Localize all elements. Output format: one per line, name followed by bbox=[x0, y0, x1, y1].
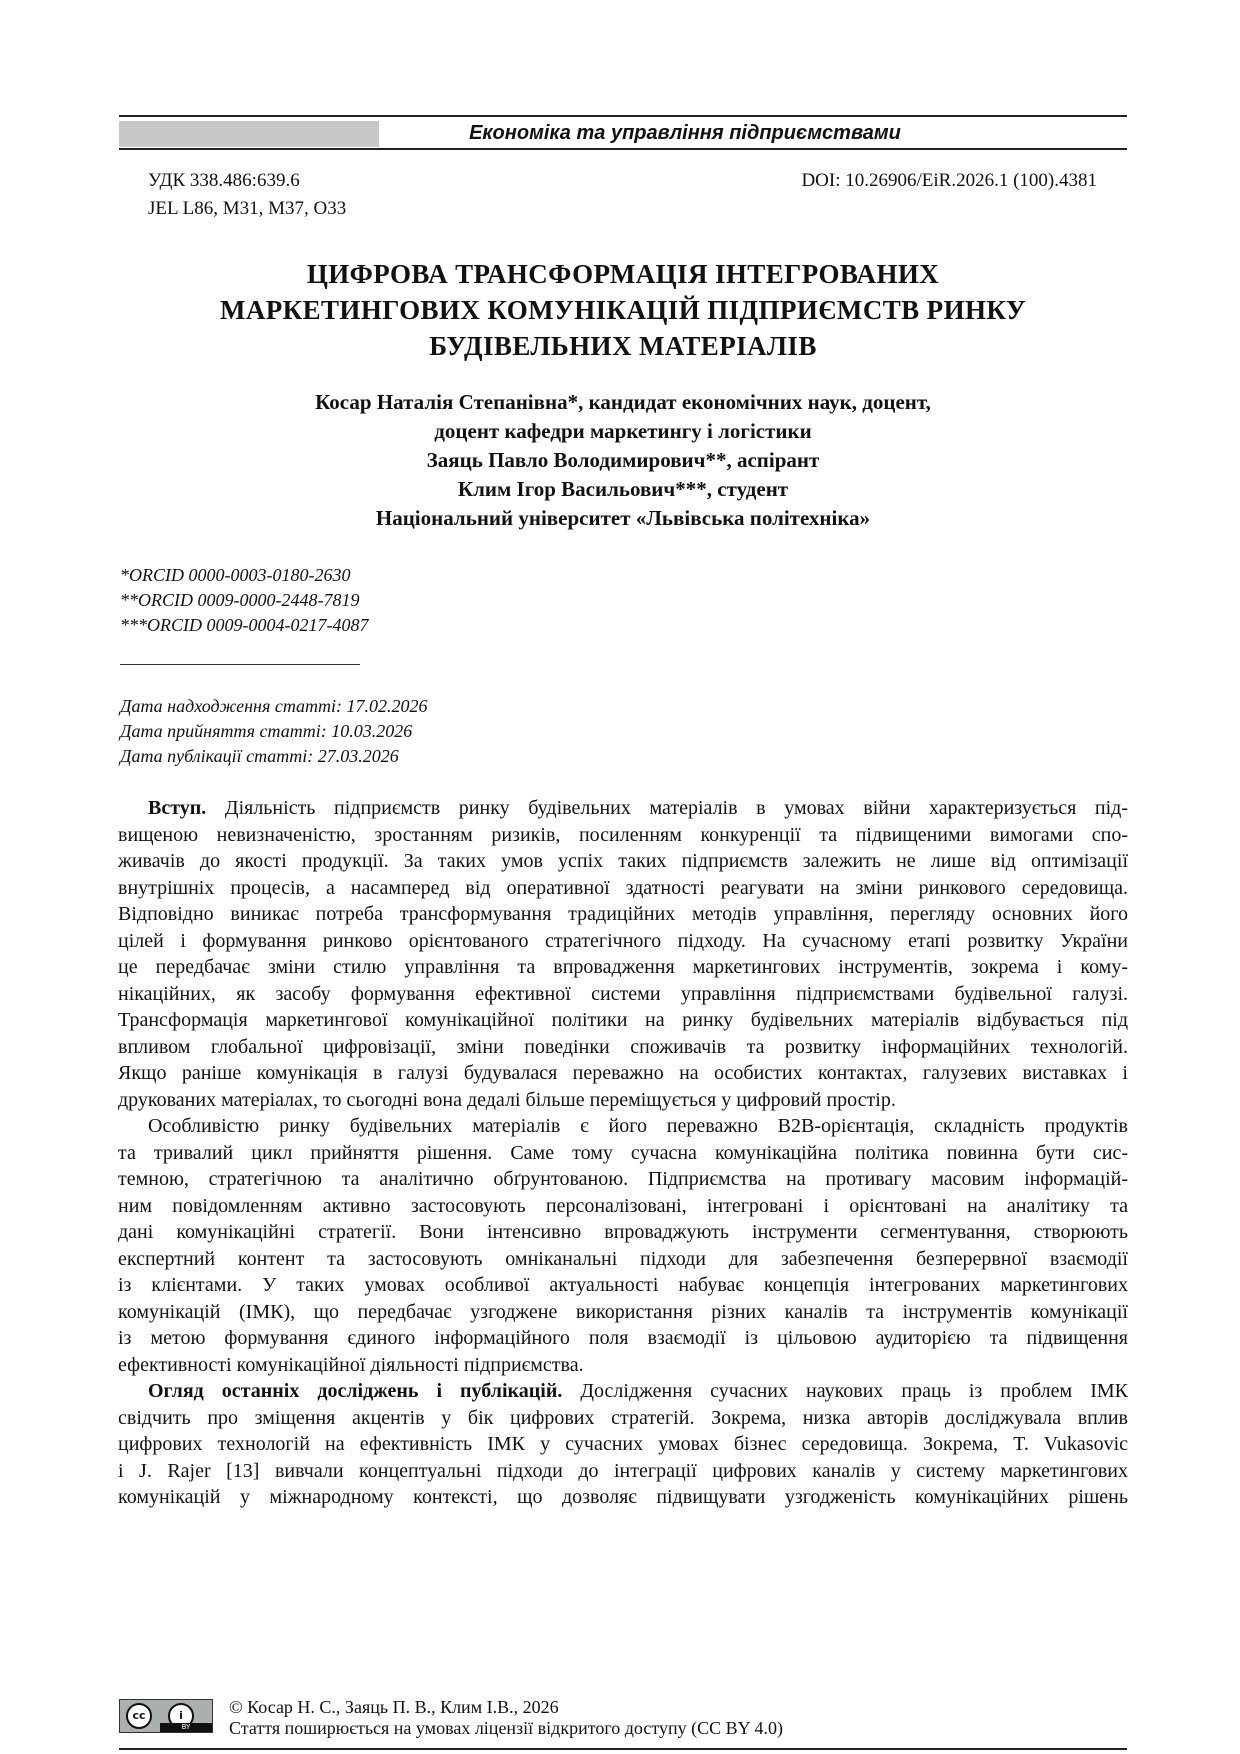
affiliation: Національний університет «Львівська політехніка» bbox=[375, 506, 871, 530]
body-line: нікаційних, як засобу формування ефективної системи управління підприємствами будівельної галузі. bbox=[118, 982, 1128, 1005]
header-grey-block bbox=[119, 121, 379, 147]
author-line: Косар Наталія Степанівна*, кандидат економічних наук, доцент, bbox=[315, 390, 931, 414]
orcid-item: *ORCID 0000-0003-0180-2630 bbox=[120, 565, 351, 585]
copyright-line: © Косар Н. С., Заяць П. В., Клим І.В., 2026 bbox=[229, 1697, 559, 1717]
date-published: Дата публікації статті: 27.03.2026 bbox=[120, 746, 399, 766]
orcid-item: ***ORCID 0009-0004-0217-4087 bbox=[120, 615, 369, 635]
body-line: впливом глобальної цифровізації, зміни поведінки споживачів та розвитку інформаційних технологій. bbox=[118, 1035, 1128, 1058]
license-notice bbox=[229, 1697, 783, 1739]
journal-section-title: Економіка та управління підприємствами bbox=[469, 122, 901, 144]
article-body bbox=[118, 795, 1128, 1511]
author-line: Клим Ігор Васильович***, студент bbox=[457, 477, 789, 501]
body-line: вищеною невизначеністю, зростанням ризиків, посиленням конкуренції та підвищеними вимогами спо- bbox=[118, 823, 1128, 846]
body-line: Якщо раніше комунікація в галузі будувалася переважно на особистих контактах, галузевих виставках і bbox=[118, 1062, 1128, 1084]
body-line: та тривалий цикл прийняття рішення. Саме тому сучасна комунікаційна політика повинна бути сис- bbox=[118, 1141, 1128, 1164]
body-line: Огляд останніх досліджень і публікацій. Дослідження сучасних наукових праць із проблем ІМК bbox=[148, 1380, 1128, 1402]
udc-code: УДК 338.486:639.6 bbox=[148, 170, 300, 191]
jel-code: JEL L86, M31, M37, O33 bbox=[148, 198, 347, 219]
body-line: комунікацій (ІМК), що передбачає узгоджене використання різних каналів та інструментів комунікації bbox=[118, 1300, 1128, 1323]
title-line: БУДІВЕЛЬНИХ МАТЕРІАЛІВ bbox=[429, 331, 817, 361]
authors-block bbox=[120, 388, 1126, 533]
body-line: цифрових технологій на ефективність ІМК у сучасних умовах бізнес середовища. Зокрема, T. Vukasovic bbox=[118, 1433, 1128, 1455]
body-line: цілей і формування ринково орієнтованого стратегічного підходу. На сучасному етапі розвитку України bbox=[118, 929, 1128, 952]
date-received: Дата надходження статті: 17.02.2026 bbox=[120, 696, 428, 716]
article-dates bbox=[120, 694, 428, 769]
body-line: із клієнтами. У таких умовах особливої актуальності набуває концепція інтегрованих маркетингових bbox=[118, 1274, 1128, 1296]
body-line: Особливістю ринку будівельних матеріалів є його переважно B2B-орієнтація, складність продуктів bbox=[148, 1115, 1128, 1137]
body-line: темною, стратегічною та аналітично обґрунтованою. Підприємства на противагу масовим інформацій- bbox=[118, 1168, 1128, 1190]
attribution-person-icon: i bbox=[168, 1703, 194, 1729]
cc-by-label: BY bbox=[160, 1723, 212, 1732]
orcid-item: **ORCID 0009-0000-2448-7819 bbox=[120, 590, 360, 610]
author-line: доцент кафедри маркетингу і логістики bbox=[434, 419, 812, 443]
article-title bbox=[120, 256, 1126, 364]
body-line: комунікацій у міжнародному контексті, що дозволяє підвищувати узгодженість комунікаційних рішень bbox=[118, 1486, 1128, 1508]
body-line: і J. Rajer [13] вивчали концептуальні підходи до інтеграції цифрових каналів у систему маркетингових bbox=[118, 1459, 1128, 1482]
body-line: ним повідомленням активно застосовують персоналізовані, інтегровані і орієнтовані на аналітику та bbox=[118, 1194, 1128, 1217]
doi: DOI: 10.26906/EiR.2026.1 (100).4381 bbox=[801, 170, 1097, 191]
orcid-separator bbox=[120, 664, 360, 665]
body-line: ефективності комунікаційної діяльності підприємства. bbox=[118, 1353, 584, 1376]
cc-by-license-badge bbox=[119, 1699, 213, 1733]
header-rule-bottom bbox=[119, 148, 1127, 150]
title-line: ЦИФРОВА ТРАНСФОРМАЦІЯ ІНТЕГРОВАНИХ bbox=[306, 259, 940, 289]
body-line: Відповідно виникає потреба трансформування традиційних методів управління, перегляду основних його bbox=[118, 903, 1128, 925]
body-line: із метою формування єдиного інформаційного поля взаємодії із цільовою аудиторією та підвищення bbox=[118, 1327, 1128, 1349]
body-line: експертний контент та застосовують омніканальні підходи для забезпечення безперервної взаємодії bbox=[118, 1247, 1128, 1270]
body-line: живачів до якості продукції. За таких умов успіх таких підприємств залежить не лише від оптимізації bbox=[118, 850, 1128, 872]
body-line: друкованих матеріалах, то сьогодні вона дедалі більше переміщується у цифровий простір. bbox=[118, 1088, 896, 1111]
footer-rule bbox=[119, 1748, 1127, 1750]
body-line: дані комунікаційні стратегії. Вони інтенсивно впроваджують інструменти сегментування, створюють bbox=[118, 1221, 1128, 1243]
classification-codes bbox=[148, 167, 346, 223]
intro-heading: Вступ. bbox=[148, 797, 207, 819]
orcid-list bbox=[120, 563, 368, 638]
body-line: внутрішніх процесів, а насамперед від оперативної здатності реагувати на зміни ринкового середовища. bbox=[118, 876, 1128, 899]
body-line: свідчить про зміщення акцентів у бік цифрових стратегій. Зокрема, низка авторів досліджувала вплив bbox=[118, 1406, 1128, 1429]
header-rule-top bbox=[119, 115, 1127, 117]
date-accepted: Дата прийняття статті: 10.03.2026 bbox=[120, 721, 413, 741]
cc-icon: cc bbox=[126, 1703, 152, 1729]
body-line: Трансформація маркетингової комунікаційної політики на ринку будівельних матеріалів відбувається під bbox=[118, 1009, 1128, 1031]
body-line: це передбачає зміни стилю управління та впровадження маркетингових інструментів, зокрема і кому- bbox=[118, 956, 1128, 978]
body-line: Вступ. Діяльність підприємств ринку будівельних матеріалів в умовах війни характеризується під- bbox=[148, 797, 1128, 819]
title-line: МАРКЕТИНГОВИХ КОМУНІКАЦІЙ ПІДПРИЄМСТВ РИНКУ bbox=[219, 295, 1027, 325]
review-heading: Огляд останніх досліджень і публікацій. bbox=[148, 1380, 563, 1402]
author-line: Заяць Павло Володимирович**, аспірант bbox=[426, 448, 820, 472]
license-line: Стаття поширюється на умовах ліцензії відкритого доступу (CC BY 4.0) bbox=[229, 1718, 783, 1738]
